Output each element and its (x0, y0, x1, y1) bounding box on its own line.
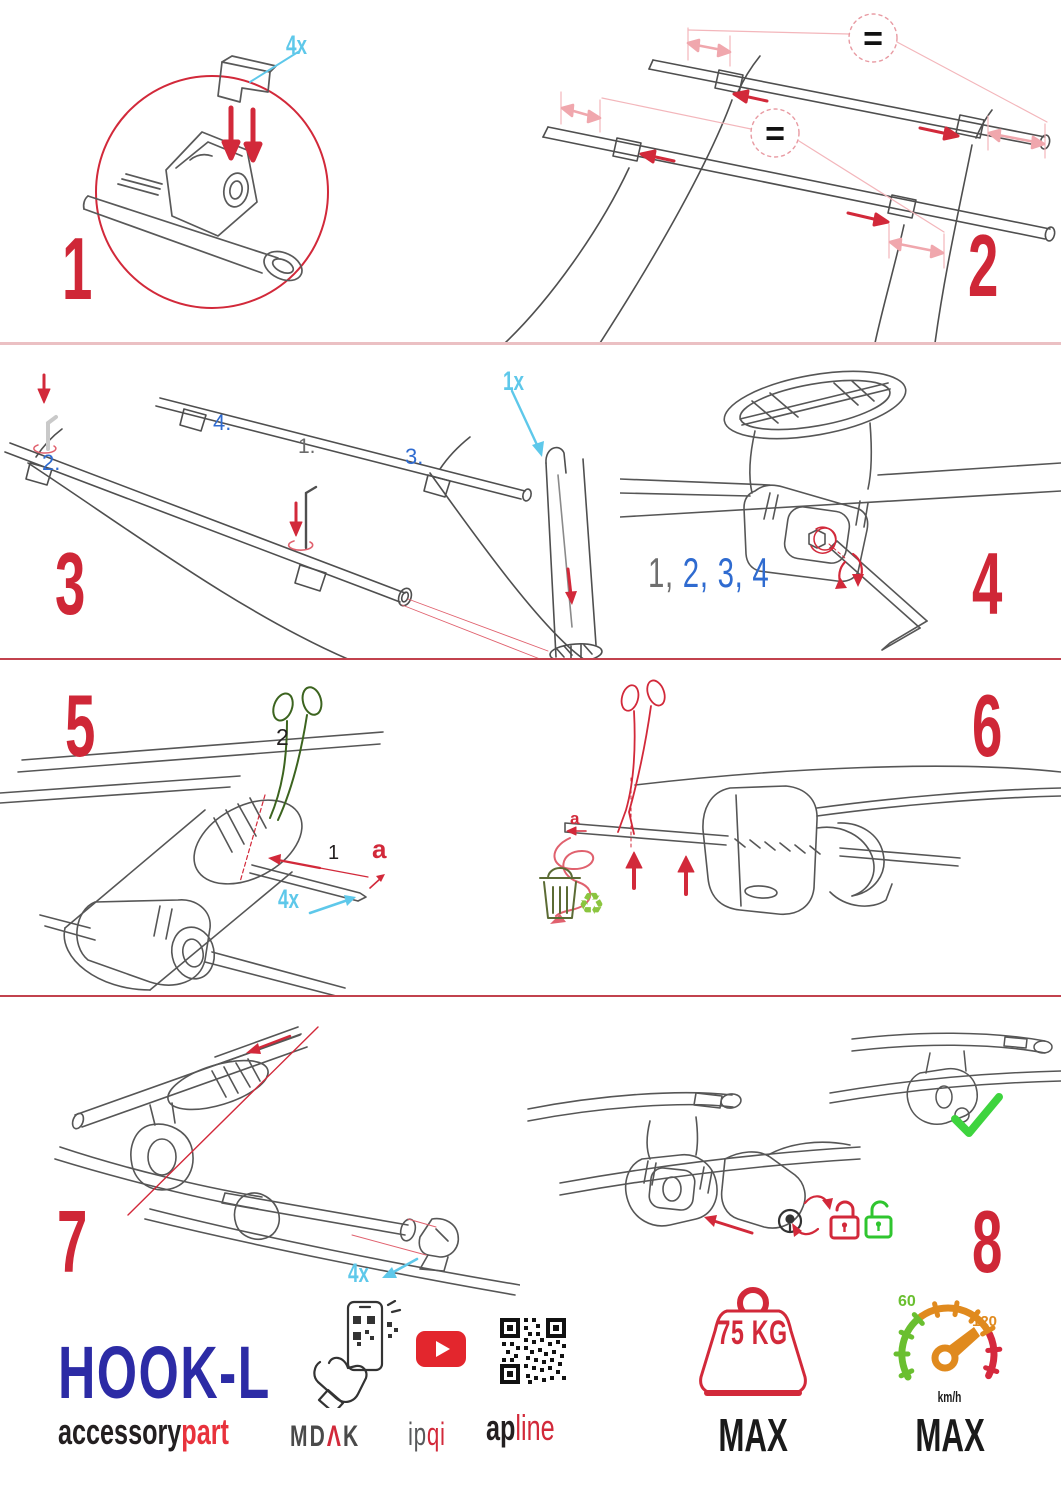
step-6-number: 6 (972, 676, 1002, 775)
step2-equal-spacing-illustration (420, 0, 1061, 343)
step-7-number: 7 (57, 1192, 87, 1291)
qr-code (498, 1316, 568, 1386)
step5-qty-label: 4x (278, 884, 300, 914)
step5-insert-mark: 1 (328, 842, 340, 864)
step3-qty-label: 1x (503, 366, 525, 396)
equal-spacing-symbol-mid: = (765, 115, 785, 153)
speed-unit-label: km/h (938, 1389, 962, 1406)
equal-spacing-symbol-top: = (863, 20, 883, 58)
step4-sequence-label: 1, 2, 3, 4 (648, 549, 770, 596)
ipqi-logo: ipqi (408, 1416, 446, 1452)
youtube-icon (416, 1331, 466, 1367)
step-1-number: 1 (62, 219, 92, 318)
step-4-number: 4 (972, 534, 1002, 633)
step7-qty-label: 4x (348, 1258, 370, 1288)
speed-max-value-label: 120 (972, 1313, 998, 1330)
step1-qty-label: 4x (286, 30, 308, 60)
step3-mark-3: 3. (405, 444, 424, 469)
step6-length-label: a (570, 809, 580, 828)
step3-mark-1: 1. (298, 435, 316, 458)
step3-mark-4: 4. (213, 410, 232, 435)
step5-cut-mark: 2 (276, 724, 289, 750)
scan-qr-hand-icon (312, 1300, 407, 1408)
max-weight-label: MAX (718, 1409, 788, 1461)
step-8-number: 8 (972, 1192, 1002, 1291)
step5-length-label: a (372, 834, 387, 864)
speed-max-label: MAX (915, 1409, 985, 1461)
max-weight-value: 75 KG (717, 1314, 789, 1352)
product-logo: HOOK-L (58, 1331, 271, 1414)
speed-min-label: 60 (898, 1293, 916, 1310)
step3-mark-2: 2. (42, 450, 61, 475)
brand-logo: accessorypart (58, 1411, 229, 1452)
recycle-icon: ♻ (578, 888, 605, 921)
step-5-number: 5 (65, 676, 95, 775)
step-3-number: 3 (55, 534, 85, 633)
apline-logo: apline (486, 1407, 555, 1448)
mdak-logo: MDΛK (290, 1420, 361, 1453)
step-2-number: 2 (968, 216, 998, 315)
